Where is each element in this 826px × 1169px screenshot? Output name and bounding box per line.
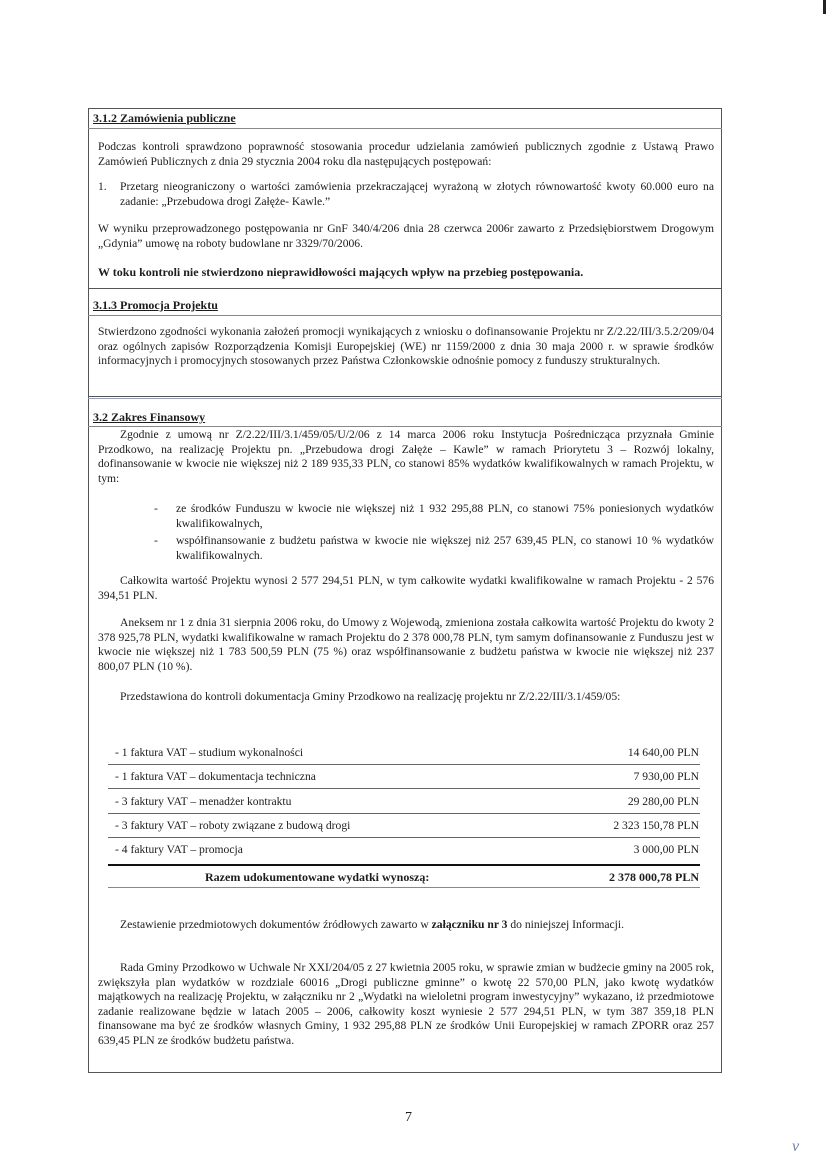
invoice-3-label: - 3 faktury VAT – menadżer kontraktu [115, 795, 292, 808]
invoice-total-underline [108, 887, 700, 888]
invoice-5-label: - 4 faktury VAT – promocja [115, 843, 243, 856]
frame-top-line [88, 108, 722, 109]
section-32-title: 3.2 Zakres Finansowy [93, 410, 206, 424]
invoice-total-amount: 2 378 000,78 PLN [609, 870, 699, 884]
invoice-3-underline [108, 813, 700, 814]
invoice-3-amount: 29 280,00 PLN [627, 795, 699, 808]
invoice-1-label: - 1 faktura VAT – studium wykonalności [115, 746, 304, 759]
para5-text: Zestawienie przedmiotowych dokumentów źródłowych zawarto w [120, 918, 429, 931]
bullet-dash-1: - [154, 502, 158, 515]
section-312-result: W wyniku przeprowadzonego postępowania nr GnF 340/4/206 dnia 28 czerwca 2006r zawarto z Przedsiębiorstwem Drogowym „Gdynia” umowę na roboty budowlane nr 3329/70/2006. [98, 222, 714, 250]
invoice-4-label: - 3 faktury VAT – roboty związane z budową drogi [115, 819, 351, 832]
frame-left-line [88, 108, 89, 1072]
section-32-para2: Całkowita wartość Projektu wynosi 2 577 294,51 PLN, w tym całkowite wydatki kwalifikowalne w ramach Projektu - 2 576 394,51 PLN. [98, 574, 714, 602]
section-313-top-line [88, 288, 722, 289]
section-32-para4: Przedstawiona do kontroli dokumentacja Gminy Przodkowo na realizację projektu nr Z/2.22/III/3.1/459/05: [120, 690, 621, 703]
section-313-title-line [88, 315, 722, 316]
section-32-blue-line [88, 398, 722, 399]
page-number: 7 [405, 1110, 412, 1125]
attachment-reference: załączniku nr 3 [431, 918, 508, 931]
para5-end: do niniejszej Informacji. [510, 918, 625, 931]
section-32-para3: Aneksem nr 1 z dnia 31 sierpnia 2006 roku, do Umowy z Wojewodą, zmieniona została całkowita wartość Projektu do kwoty 2 378 925,78 PLN, wydatki kwalifikowalne w ramach Projektu do 2 378 000,78 PLN, tym samym dofinansowanie z Funduszu jest w kwocie nie większej niż 1 783 500,59 PLN (75 %) oraz współfinansowanie z budżetu państwa w kwocie nie większej niż 237 800,07 PLN (10 %). [98, 616, 714, 673]
section-312-conclusion: W toku kontroli nie stwierdzono nieprawidłowości mających wpływ na przebieg postępowania. [98, 265, 584, 279]
bullet-1: ze środków Funduszu w kwocie nie większej niż 1 932 295,88 PLN, co stanowi 75% poniesionych wydatków kwalifikowalnych, [176, 502, 714, 530]
invoice-total-line [108, 864, 700, 866]
invoice-5-amount: 3 000,00 PLN [633, 843, 699, 856]
invoice-2-label: - 1 faktura VAT – dokumentacja techniczna [115, 770, 316, 783]
section-32-para6: Rada Gminy Przodkowo w Uchwale Nr XXI/204/05 z 27 kwietnia 2005 roku, w sprawie zmian w budżecie gminy na 2005 rok, zwiększyła plan wydatków w rozdziale 60016 „Drogi publiczne gminne” o kwotę 22 570,00 PLN, jako kwotę wydatków majątkowych na realizację Projektu, w załączniku nr 2 „Wydatki na wieloletni program inwestycyjny” wykazano, iż przedmiotowe zadanie realizowane będzie w latach 2005 – 2006, całkowity koszt wyniesie 2 577 294,51 PLN, w tym 387 359,18 PLN finansowane ma być ze środków własnych Gminy, 1 932 295,88 PLN ze środków Unii Europejskiej w ramach ZPORR oraz 257 639,45 PLN ze środków budżetu państwa. [98, 961, 714, 1047]
bullet-2: współfinansowanie z budżetu państwa w kwocie nie większej niż 257 639,45 PLN, co stanowi 10 % wydatków kwalifikowalnych. [176, 534, 714, 562]
section-32-para5 [98, 918, 714, 933]
section-312-intro: Podczas kontroli sprawdzono poprawność stosowania procedur udzielania zamówień publicznych zgodnie z Ustawą Prawo Zamówień Publicznych z dnia 29 stycznia 2004 roku dla następujących postępowań: [98, 140, 714, 168]
section-312-item-text: Przetarg nieograniczony o wartości zamówienia przekraczającej wyrażoną w złotych równowartość kwoty 60.000 euro na zadanie: „Przebudowa drogi Załęże- Kawle.” [120, 180, 714, 208]
invoice-2-underline [108, 788, 700, 789]
section-313-text: Stwierdzono zgodności wykonania założeń promocji wynikających z wniosku o dofinansowanie Projektu nr Z/2.22/III/3.5.2/209/04 oraz ogólnych zapisów Rozporządzenia Komisji Europejskiej (WE) nr 1159/2000 z dnia 30 maja 2000 r. w sprawie środków informacyjnych i promocyjnych stosowanych przez Państwa Członkowskie odnośnie pomocy z funduszy strukturalnych. [98, 325, 714, 368]
section-313-title: 3.1.3 Promocja Projektu [93, 298, 218, 312]
section-312-item-number: 1. [98, 180, 107, 193]
invoice-2-amount: 7 930,00 PLN [633, 770, 699, 783]
bullet-dash-2: - [154, 534, 158, 547]
invoice-1-amount: 14 640,00 PLN [627, 746, 699, 759]
margin-scribble: ν [792, 1138, 800, 1155]
invoice-1-underline [108, 764, 700, 765]
invoice-4-amount: 2 323 150,78 PLN [613, 819, 699, 832]
section-32-title-line [88, 426, 722, 427]
section-312-title-line [88, 128, 722, 129]
invoice-total-label: Razem udokumentowane wydatki wynoszą: [205, 870, 430, 884]
section-32-top-line [88, 396, 722, 397]
section-312-title: 3.1.2 Zamówienia publiczne [93, 111, 236, 125]
frame-right-line [721, 108, 722, 1072]
frame-bottom-line [88, 1072, 722, 1073]
invoice-4-underline [108, 837, 700, 838]
section-32-para1: Zgodnie z umową nr Z/2.22/III/3.1/459/05/U/2/06 z 14 marca 2006 roku Instytucja Pośrednicząca przyznała Gminie Przodkowo, na realizację Projektu pn. „Przebudowa drogi Załęże – Kawle” w ramach Priorytetu 3 – Rozwój lokalny, dofinansowanie w kwocie nie większej niż 2 189 935,33 PLN, co stanowi 85% wydatków kwalifikowalnych w ramach Projektu, w tym: [98, 428, 714, 485]
